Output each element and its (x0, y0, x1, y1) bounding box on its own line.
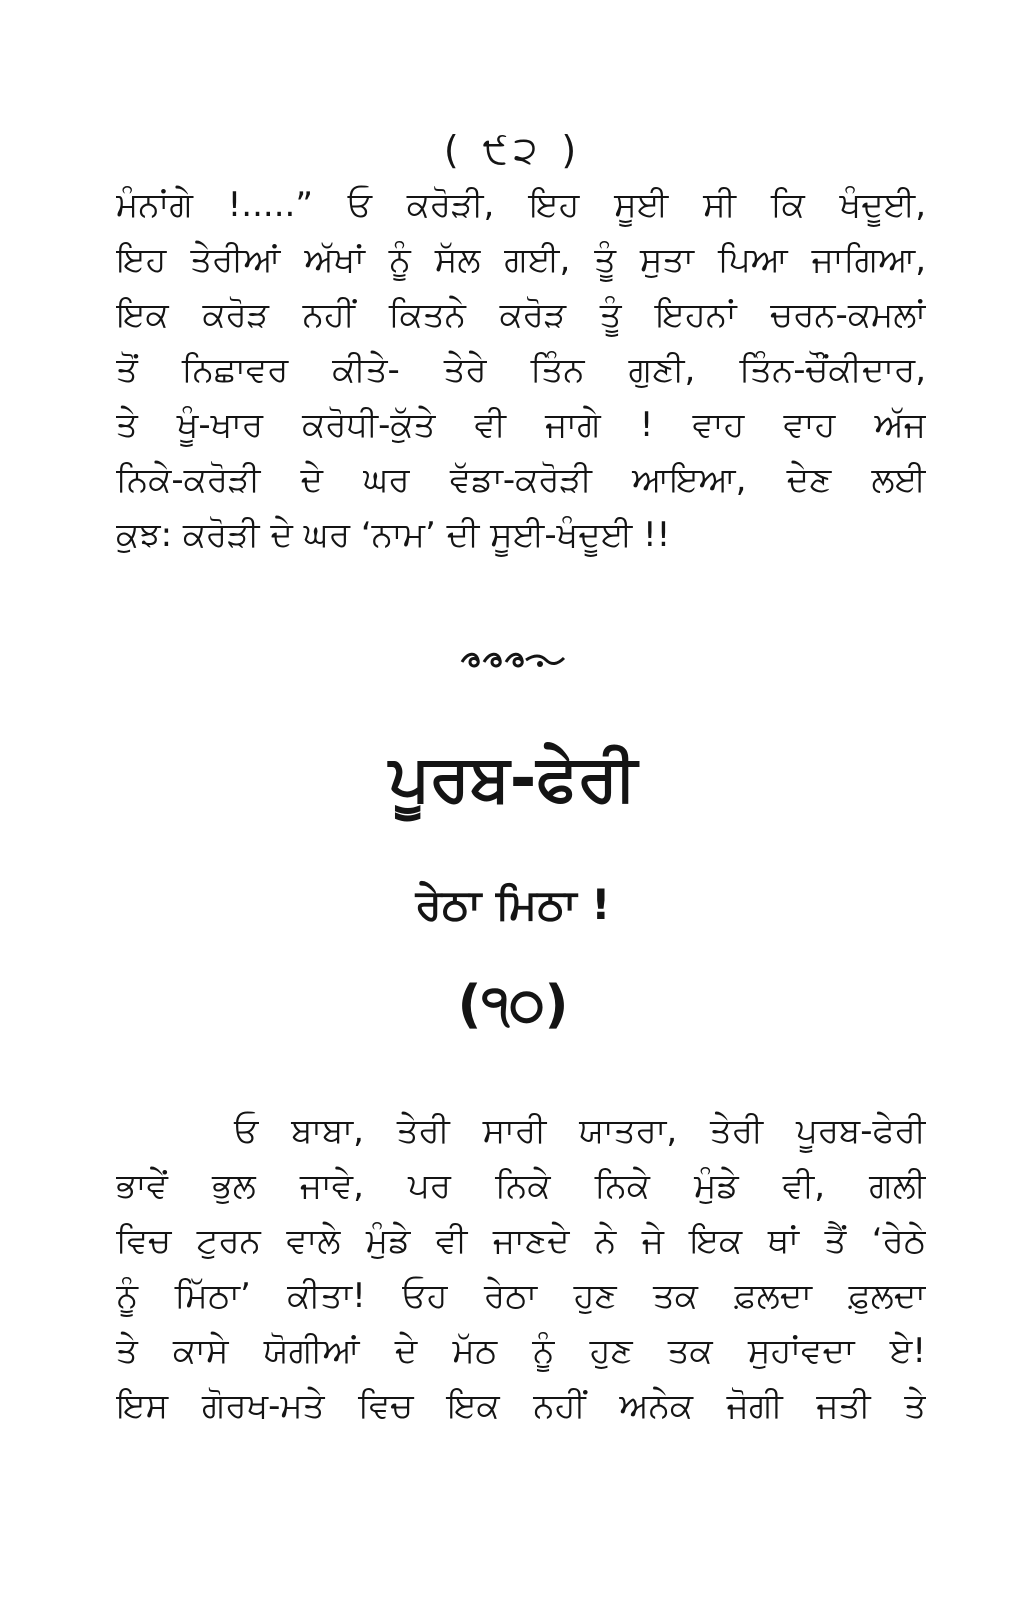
text-line: ਨਿਕੇ-ਕਰੋੜੀ ਦੇ ਘਰ ਵੱਡਾ-ਕਰੋੜੀ ਆਇਆ, ਦੇਣ ਲਈ (116, 460, 926, 500)
text-line: ਨੂੰ ਮਿੱਠਾ’ ਕੀਤਾ! ਓਹ ਰੇਠਾ ਹੁਣ ਤਕ ਫ਼ਲਦਾ ਫ਼ੁਲਦਾ (116, 1276, 926, 1316)
text-line: ਇਕ ਕਰੋੜ ਨਹੀਂ ਕਿਤਨੇ ਕਰੋੜ ਤੂੰ ਇਹਨਾਂ ਚਰਨ-ਕਮਲਾਂ (116, 295, 926, 335)
ornament-flourish-icon (0, 648, 1026, 678)
chapter-subtitle: ਰੇਠਾ ਮਿਠਾ ! (415, 880, 611, 929)
text-line: ਵਿਚ ਟੁਰਨ ਵਾਲੇ ਮੁੰਡੇ ਵੀ ਜਾਣਦੇ ਨੇ ਜੇ ਇਕ ਥਾਂ ਤੈਂ ‘ਰੇਠੇ (116, 1221, 926, 1261)
paragraph-new (116, 1104, 926, 1434)
page-number: ( ੯੨ ) (443, 128, 583, 172)
text-line: ਤੋਂ ਨਿਛਾਵਰ ਕੀਤੇ- ਤੇਰੇ ਤਿੰਨ ਗੁਣੀ, ਤਿੰਨ-ਚੌਂਕੀਦਾਰ, (116, 350, 926, 390)
text-line: ਇਸ ਗੋਰਖ-ਮਤੇ ਵਿਚ ਇਕ ਨਹੀਂ ਅਨੇਕ ਜੋਗੀ ਜਤੀ ਤੇ (116, 1386, 926, 1426)
text-line: ਇਹ ਤੇਰੀਆਂ ਅੱਖਾਂ ਨੂੰ ਸੱਲ ਗਈ, ਤੂੰ ਸੁਤਾ ਪਿਆ ਜਾਗਿਆ, (116, 240, 926, 280)
text-line: ਕੁਝ: ਕਰੋੜੀ ਦੇ ਘਰ ‘ਨਾਮ’ ਦੀ ਸੂਈ-ਖੰਦੂਈ !! (116, 515, 671, 555)
text-line: ਮੰਨਾਂਗੇ !.....” ਓ ਕਰੋੜੀ, ਇਹ ਸੂਈ ਸੀ ਕਿ ਖੰਦੂਈ, (116, 185, 926, 225)
paragraph-continued (116, 178, 926, 563)
text-line: ਤੇ ਖੂੰ-ਖਾਰ ਕਰੋਧੀ-ਕੁੱਤੇ ਵੀ ਜਾਗੇ ! ਵਾਹ ਵਾਹ ਅੱਜ (116, 405, 926, 445)
chapter-title: ਪੂਰਬ-ਫੇਰੀ (388, 742, 638, 816)
chapter-number: (੧੦) (457, 975, 569, 1035)
text-line: ਓ ਬਾਬਾ, ਤੇਰੀ ਸਾਰੀ ਯਾਤਰਾ, ਤੇਰੀ ਪੂਰਬ-ਫੇਰੀ (234, 1111, 926, 1151)
text-line: ਭਾਵੇਂ ਭੁਲ ਜਾਵੇ, ਪਰ ਨਿਕੇ ਨਿਕੇ ਮੁੰਡੇ ਵੀ, ਗਲੀ (116, 1166, 926, 1206)
text-line: ਤੇ ਕਾਸੇ ਯੋਗੀਆਂ ਦੇ ਮੱਠ ਨੂੰ ਹੁਣ ਤਕ ਸੁਹਾਂਵਦਾ ਏ! (116, 1331, 926, 1371)
